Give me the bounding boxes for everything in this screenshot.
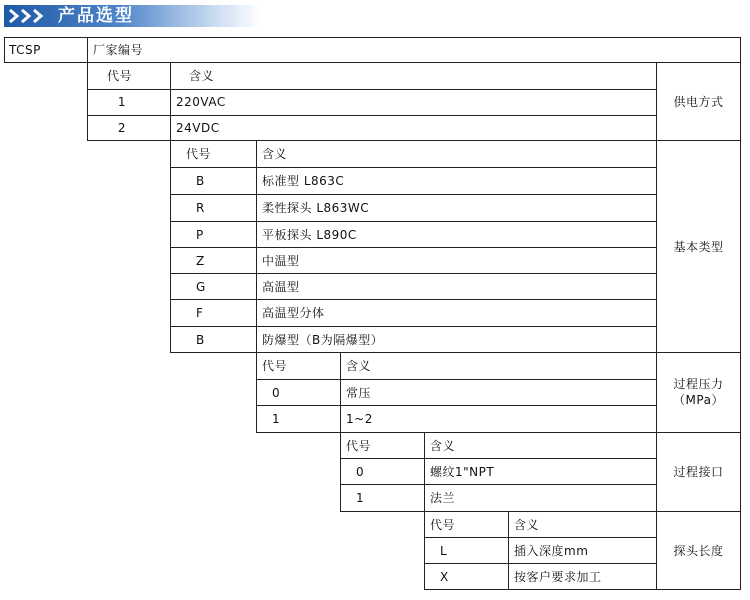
type-meaning: 平板探头 L890C (262, 228, 357, 242)
power-code: 2 (117, 121, 127, 135)
probe-code-header: 代号 (430, 518, 456, 532)
connection-meaning-header: 含义 (430, 439, 456, 453)
type-meaning: 高温型 (262, 280, 300, 294)
pressure-code: 0 (272, 386, 281, 400)
type-meaning-header: 含义 (262, 147, 288, 161)
pressure-code-header: 代号 (262, 359, 288, 373)
pressure-meaning: 常压 (346, 386, 372, 400)
type-meaning: 中温型 (262, 254, 300, 268)
pressure-category-label: 过程压力 (673, 377, 724, 391)
connection-meaning: 法兰 (430, 491, 456, 505)
power-code-header: 代号 (107, 69, 133, 83)
pressure-code: 1 (272, 412, 281, 426)
connection-category-label: 过程接口 (673, 465, 724, 479)
type-code: B (196, 333, 205, 347)
power-meaning: 24VDC (176, 121, 220, 135)
type-code: R (196, 201, 205, 215)
type-code-header: 代号 (186, 147, 212, 161)
probe-code: X (440, 570, 449, 584)
type-code: F (196, 306, 204, 320)
connection-code: 0 (356, 465, 365, 479)
connection-code: 1 (356, 491, 365, 505)
power-code: 1 (117, 95, 127, 109)
probe-code: L (440, 544, 448, 558)
type-code: G (196, 280, 206, 294)
power-meaning: 220VAC (176, 95, 226, 109)
type-code: B (196, 174, 205, 188)
probe-meaning: 插入深度mm (514, 544, 589, 558)
pressure-meaning: 1~2 (346, 412, 373, 426)
connection-code-header: 代号 (346, 439, 372, 453)
type-meaning: 防爆型（B为隔爆型） (262, 333, 384, 347)
page-title: 产品选型 (58, 6, 134, 26)
model-description: 厂家编号 (93, 43, 144, 57)
pressure-unit-label: （MPa） (673, 393, 724, 407)
power-meaning-header: 含义 (189, 69, 215, 83)
type-category-label: 基本类型 (673, 240, 724, 254)
type-meaning: 柔性探头 L863WC (262, 201, 370, 215)
model-code: TCSP (9, 43, 41, 57)
type-meaning: 标准型 L863C (262, 174, 345, 188)
type-code: P (196, 228, 204, 242)
type-meaning: 高温型分体 (262, 306, 325, 320)
power-category-label: 供电方式 (673, 95, 724, 109)
probe-category-label: 探头长度 (673, 544, 724, 558)
probe-meaning-header: 含义 (514, 518, 540, 532)
connection-meaning: 螺纹1"NPT (430, 465, 495, 479)
probe-meaning: 按客户要求加工 (514, 570, 602, 584)
type-code: Z (196, 254, 205, 268)
pressure-meaning-header: 含义 (346, 359, 372, 373)
